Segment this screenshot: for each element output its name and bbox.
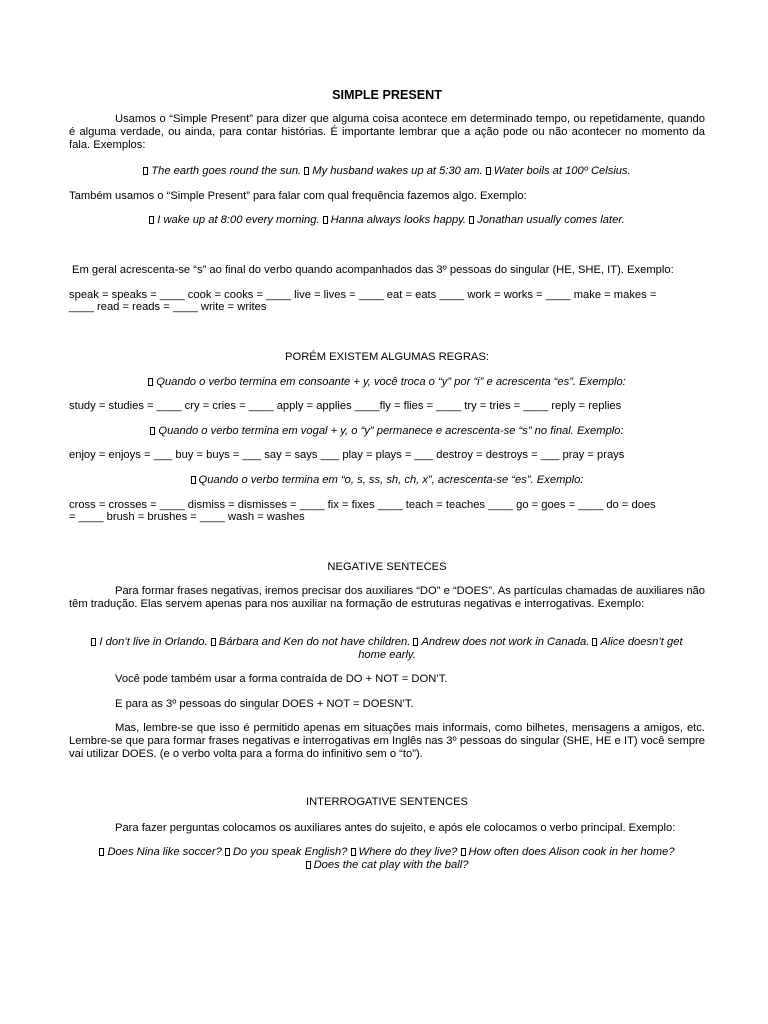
negative-paragraph: Para formar frases negativas, iremos precisar dos auxiliares “DO” e “DOES”. As partículas chamadas de auxiliares não têm tradução. Elas servem apenas para nos auxiliar na formação de estruturas negativas e interrogativas. Exemplo:: [69, 585, 705, 610]
frequency-paragraph: Também usamos o “Simple Present” para falar com qual frequência fazemos algo. Exemplo:: [69, 190, 527, 202]
example-sentence: Does the cat play with the ball?: [313, 859, 469, 871]
example-sentence: I wake up at 8:00 every morning.: [157, 214, 320, 226]
bullet-box-icon: [304, 167, 309, 175]
frequency-examples: [69, 214, 705, 227]
intro-examples: [69, 165, 705, 178]
negative-examples: [69, 636, 705, 662]
interrogative-heading: INTERROGATIVE SENTENCES: [305, 796, 469, 808]
rule-two-exercise-line: enjoy = enjoys = ___ buy = buys = ___ say = says ___ play = plays = ___ destroy = destroys = ___ pray = prays: [69, 449, 625, 461]
page-title: SIMPLE PRESENT: [332, 88, 442, 102]
bullet-box-icon: [99, 848, 104, 856]
example-sentence: My husband wakes up at 5:30 am.: [312, 165, 483, 177]
example-sentence: Bárbara and Ken do not have children.: [218, 636, 411, 648]
example-sentence: How often does Alison cook in her home?: [468, 846, 675, 858]
interrogative-paragraph: Para fazer perguntas colocamos os auxiliares antes do sujeito, e após ele colocamos o verbo principal. Exemplo:: [115, 822, 676, 834]
negative-heading: NEGATIVE SENTECES: [327, 561, 447, 573]
example-sentence: Where do they live?: [358, 846, 458, 858]
bullet-box-icon: [191, 476, 196, 484]
third-person-exercise-line: speak = speaks = ____ cook = cooks = ____ live = lives = ____ eat = eats ____ work = works = ____ make = makes =: [69, 289, 657, 301]
example-sentence: home early.: [358, 649, 416, 661]
rule-text: Quando o verbo termina em consoante + y, você troca o “y” por “i” e acrescenta “es”. Exemplo:: [156, 376, 626, 388]
negative-note-paragraph: Mas, lembre-se que isso é permitido apenas em situações mais informais, como bilhetes, mensagens a amigos, etc. Lembre-se que para formar frases negativas e interrogativas em Inglês nas 3º pessoas do singular (SHE, HE e IT) você sempre vai utilizar DOES. (e o verbo volta para a forma do infinitivo sem o “to”).: [69, 722, 705, 760]
bullet-box-icon: [323, 216, 328, 224]
rule-text: Quando o verbo termina em “o, s, ss, sh, ch, x”, acrescenta-se “es”. Exemplo:: [198, 474, 584, 486]
example-sentence: Water boils at 100º Celsius.: [493, 165, 631, 177]
interrogative-examples: [69, 846, 705, 872]
example-sentence: Does Nina like soccer?: [107, 846, 222, 858]
rule-two: [69, 425, 705, 438]
bullet-box-icon: [148, 378, 153, 386]
third-person-paragraph: Em geral acrescenta-se “s” ao final do verbo quando acompanhados das 3º pessoas do singular (HE, SHE, IT). Exemplo:: [72, 264, 674, 276]
bullet-box-icon: [306, 861, 311, 869]
bullet-box-icon: [91, 638, 96, 646]
bullet-box-icon: [351, 848, 356, 856]
example-sentence: Hanna always looks happy.: [330, 214, 467, 226]
third-person-contraction-paragraph: E para as 3º pessoas do singular DOES + NOT = DOESN’T.: [115, 698, 414, 710]
bullet-box-icon: [211, 638, 216, 646]
bullet-box-icon: [143, 167, 148, 175]
rule-three: [69, 474, 705, 487]
rule-three-exercise-line: = ____ brush = brushes = ____ wash = washes: [69, 511, 305, 523]
example-sentence: Jonathan usually comes later.: [477, 214, 625, 226]
example-sentence: Alice doesn’t get: [600, 636, 683, 648]
contraction-paragraph: Você pode também usar a forma contraída de DO + NOT = DON’T.: [115, 673, 448, 685]
bullet-box-icon: [461, 848, 466, 856]
rule-one: [69, 376, 705, 389]
bullet-box-icon: [149, 216, 154, 224]
example-sentence: I don’t live in Orlando.: [99, 636, 208, 648]
bullet-box-icon: [150, 427, 155, 435]
bullet-box-icon: [469, 216, 474, 224]
bullet-box-icon: [413, 638, 418, 646]
bullet-box-icon: [592, 638, 597, 646]
rules-heading: PORÉM EXISTEM ALGUMAS REGRAS:: [285, 351, 489, 363]
third-person-exercise-line: ____ read = reads = ____ write = writes: [69, 301, 267, 313]
bullet-box-icon: [225, 848, 230, 856]
rule-text: Quando o verbo termina em vogal + y, o “y” permanece e acrescenta-se “s” no final. Exemplo:: [158, 425, 624, 437]
rule-three-exercise-line: cross = crosses = ____ dismiss = dismisses = ____ fix = fixes ____ teach = teaches ____ go = goes = ____ do = does: [69, 499, 656, 511]
example-sentence: Do you speak English?: [232, 846, 348, 858]
rule-one-exercise-line: study = studies = ____ cry = cries = ____ apply = applies ____fly = flies = ____ try = tries = ____ reply = replies: [69, 400, 622, 412]
example-sentence: The earth goes round the sun.: [151, 165, 302, 177]
intro-paragraph: Usamos o “Simple Present” para dizer que alguma coisa acontece em determinado tempo, ou repetidamente, quando é alguma verdade, ou ainda, para contar histórias. É importante lembrar que a ação pode ou não acontecer no momento da fala. Exemplos:: [69, 113, 705, 151]
example-sentence: Andrew does not work in Canada.: [421, 636, 590, 648]
bullet-box-icon: [486, 167, 491, 175]
